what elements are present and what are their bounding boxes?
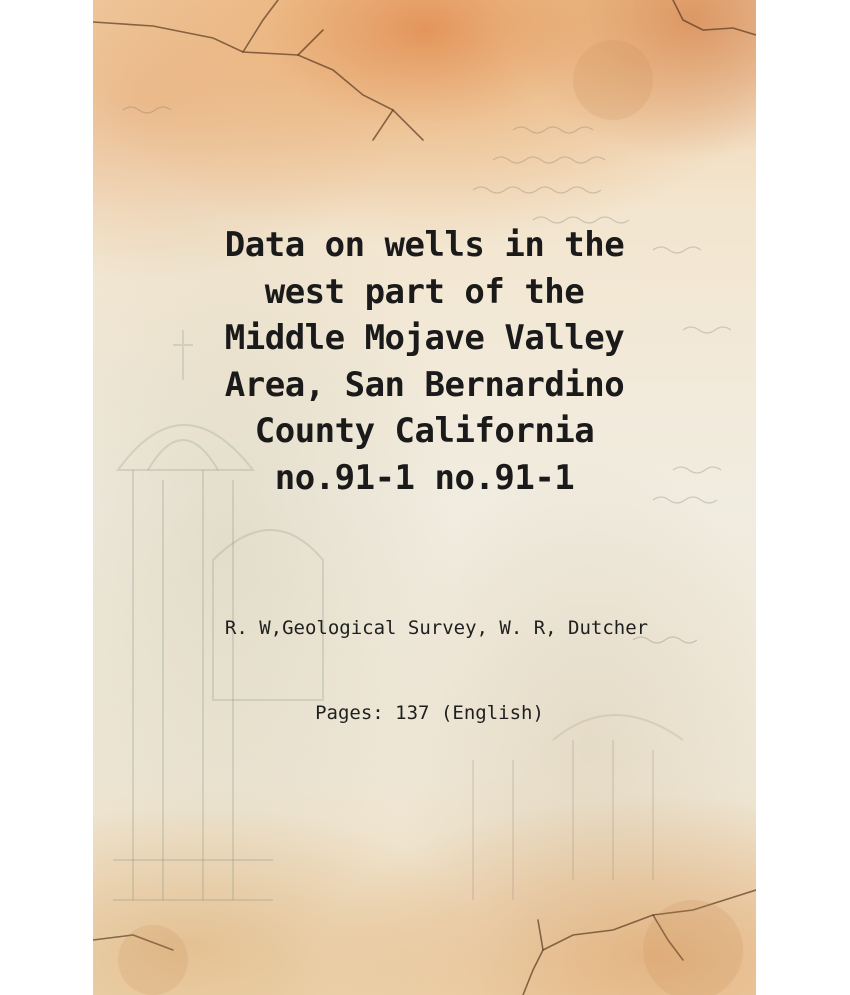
book-title (123, 222, 726, 501)
title-line: Data on wells in the (224, 225, 625, 265)
book-cover (93, 0, 756, 995)
paper-stains (118, 40, 743, 995)
title-line: County California (254, 411, 595, 451)
book-author: R. W,Geological Survey, W. R, Dutcher (224, 617, 649, 639)
title-line: west part of the (264, 271, 585, 312)
page-count: Pages: 137 (English) (315, 702, 544, 724)
title-line: Middle Mojave Valley (224, 318, 625, 358)
title-line: no.91-1 no.91-1 (274, 457, 575, 498)
title-line: Area, San Bernardino (224, 364, 625, 405)
faded-engraving-right (473, 715, 683, 900)
